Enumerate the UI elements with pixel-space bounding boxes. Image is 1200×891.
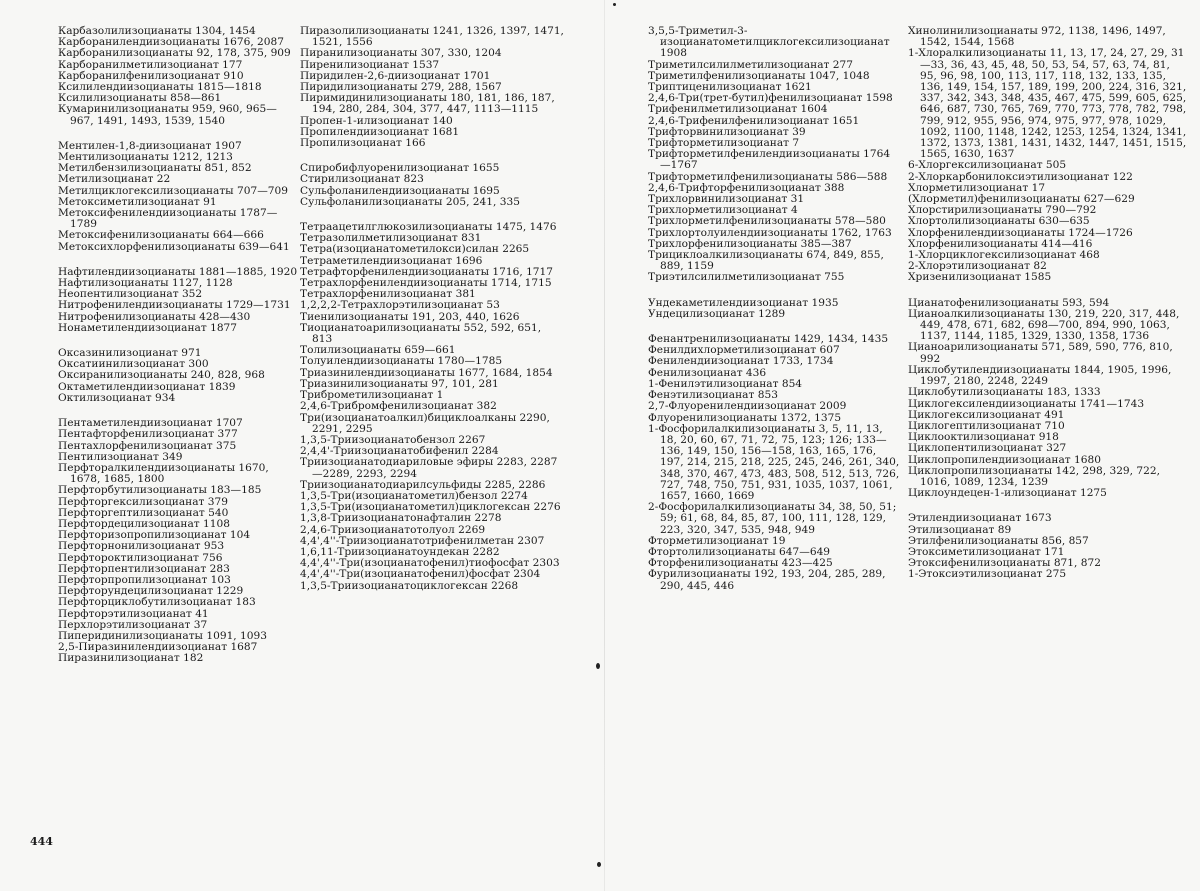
index-entry: Пентилизоцианат 349 — [58, 450, 183, 463]
index-entry: Фенэтилизоцианат 853 — [648, 389, 778, 402]
index-entry: Циклопропилизоцианаты 142, 298, 329, 722, 1016, 1089, 1234, 1239 — [908, 464, 1160, 488]
index-entry: 2,7-Флуоренилендиизоцианат 2009 — [648, 400, 847, 413]
index-entry: Фурилизоцианаты 192, 193, 204, 285, 289, 290, 445, 446 — [648, 568, 886, 592]
index-entry: Триптиценилизоцианат 1621 — [648, 81, 812, 94]
index-entry: Пропилендиизоцианат 1681 — [300, 125, 460, 138]
index-entry: Октилизоцианат 934 — [58, 391, 176, 404]
index-entry: Трифенилметилизоцианат 1604 — [648, 103, 828, 116]
index-entry: Ксилилизоцианаты 858—861 — [58, 92, 222, 105]
index-entry: Пентафторфенилизоцианат 377 — [58, 428, 238, 441]
index-entry: Кумаринилизоцианаты 959, 960, 965—967, 1491, 1493, 1539, 1540 — [58, 103, 277, 127]
index-entry: Метоксифенилизоцианаты 664—666 — [58, 229, 264, 242]
index-entry: Карбазолилизоцианаты 1304, 1454 — [58, 25, 256, 37]
section-gap — [58, 127, 298, 141]
section-gap — [58, 334, 298, 348]
index-entry: 1,3,5-Триизоцианатобензол 2267 — [300, 433, 486, 446]
index-entry: Пиразинилизоцианат 182 — [58, 652, 204, 665]
index-entry: Трифторметилизоцианат 7 — [648, 137, 800, 150]
scan-speck — [596, 663, 600, 669]
index-entry: Хлорфенилендиизоцианаты 1724—1726 — [908, 226, 1133, 239]
index-entry: Циклопентилизоцианат 327 — [908, 442, 1067, 455]
index-entry: Тетраметилендиизоцианат 1696 — [300, 254, 483, 267]
index-entry: Толилизоцианаты 659—661 — [300, 344, 456, 357]
index-entry: 1-Фосфорилалкилизоцианаты 3, 5, 11, 13, 18, 20, 60, 67, 71, 72, 75, 123; 126; 133—136, 149, 150, 156—158, 163, 165, 176, 197, 214, 215, 218, 225, 245, 246, 261, 340, 348, 370, 467, 473, 483, 508, 512, 513, 726, 727, 748, 750, 751, 931, 1035, 1037, 1061, 1657, 1660, 1669 — [648, 422, 900, 502]
index-entry: Циклогексилизоцианат 491 — [908, 408, 1065, 421]
index-entry: Перфторпентилизоцианат 283 — [58, 562, 230, 575]
index-entry: Метилизоцианат 22 — [58, 173, 171, 186]
index-entry: Циклопропилендиизоцианат 1680 — [908, 453, 1101, 466]
index-entry: Октаметилендиизоцианат 1839 — [58, 380, 236, 393]
index-entry: Перфторгептилизоцианат 540 — [58, 506, 229, 519]
index-entry: Перфторэтилизоцианат 41 — [58, 607, 209, 620]
index-entry: Толуилендиизоцианаты 1780—1785 — [300, 355, 503, 368]
index-column-2 — [300, 26, 564, 592]
index-entry: Трихлорвинилизоцианат 31 — [648, 193, 805, 206]
index-entry: Цианоалкилизоцианаты 130, 219, 220, 317, 448, 449, 478, 671, 682, 698—700, 894, 990, 1063, 1137, 1144, 1185, 1329, 1330, 1358, 1736 — [908, 307, 1180, 343]
index-entry: Флуоренилизоцианаты 1372, 1375 — [648, 411, 842, 424]
index-entry: Фторфенилизоцианаты 423—425 — [648, 557, 833, 570]
index-entry: Тетразолилметилизоцианат 831 — [300, 232, 482, 245]
index-entry: Пропен-1-илизоцианат 140 — [300, 114, 453, 127]
index-entry: Этилфенилизоцианаты 856, 857 — [908, 534, 1089, 547]
index-entry: Перфторциклобутилизоцианат 183 — [58, 596, 256, 609]
index-entry: Карборанилендиизоцианаты 1676, 2087 — [58, 36, 285, 49]
index-entry: Нафтилендиизоцианаты 1881—1885, 1920 — [58, 265, 298, 278]
index-entry: Ксилилендиизоцианаты 1815—1818 — [58, 81, 262, 94]
index-entry: 3,5,5-Триметил-3-изоцианатометилциклогексилизоцианат 1908 — [648, 25, 890, 60]
index-entry: Триизоцианатодиариловые эфиры 2283, 2287—2289, 2293, 2294 — [300, 456, 558, 480]
index-entry: 1,3,5-Триизоцианатоциклогексан 2268 — [300, 579, 519, 592]
index-entry: Перфторизопропилизоцианат 104 — [58, 529, 251, 542]
index-entry: Фенилендиизоцианат 1733, 1734 — [648, 355, 834, 368]
index-entry: Триизоцианатодиарилсульфиды 2285, 2286 — [300, 478, 546, 491]
index-entry: Триазинилизоцианаты 97, 101, 281 — [300, 377, 499, 390]
index-entry: Фенантренилизоцианаты 1429, 1434, 1435 — [648, 333, 889, 346]
index-entry: Неопентилизоцианат 352 — [58, 288, 203, 301]
index-entry: Ундецилизоцианат 1289 — [648, 307, 786, 320]
index-entry: Оксазинилизоцианат 971 — [58, 347, 202, 360]
index-entry: Циклобутилендиизоцианаты 1844, 1905, 1996, 1997, 2180, 2248, 2249 — [908, 363, 1172, 388]
page-number: 444 — [30, 835, 53, 848]
index-entry: 2-Хлоркарбонилоксиэтилизоцианат 122 — [908, 170, 1133, 183]
index-entry: Трициклоалкилизоцианаты 674, 849, 855, 889, 1159 — [648, 249, 884, 273]
index-entry: Ундекаметилендиизоцианат 1935 — [648, 296, 839, 309]
index-entry: Метилциклогексилизоцианаты 707—709 — [58, 184, 289, 197]
index-entry: 2,4,6-Триизоцианатотолуол 2269 — [300, 523, 486, 536]
index-entry: Циклогептилизоцианат 710 — [908, 419, 1065, 432]
index-entry: Циклоундецен-1-илизоцианат 1275 — [908, 487, 1107, 500]
index-entry: Карборанилфенилизоцианат 910 — [58, 69, 244, 82]
index-entry: Триброметилизоцианат 1 — [300, 389, 444, 402]
index-entry: Трифторметилфенилизоцианаты 586—588 — [648, 170, 888, 183]
index-entry: Метоксихлорфенилизоцианаты 639—641 — [58, 240, 290, 253]
index-entry: 1-Хлорциклогексилизоцианат 468 — [908, 249, 1100, 262]
index-entry: Ментилен-1,8-диизоцианат 1907 — [58, 139, 242, 152]
index-entry: Циклобутилизоцианаты 183, 1333 — [908, 386, 1101, 399]
index-entry: Оксатиинилизоцианат 300 — [58, 358, 209, 371]
index-entry: 2,4,4'-Триизоцианатобифенил 2284 — [300, 445, 499, 458]
index-entry: Пиренилизоцианат 1537 — [300, 58, 440, 71]
section-gap — [58, 404, 298, 418]
index-entry: 2,4,6-Трифенилфенилизоцианат 1651 — [648, 114, 860, 127]
index-entry: Триэтилсилилметилизоцианат 755 — [648, 271, 845, 284]
index-entry: Тетрахлорфенилендиизоцианаты 1714, 1715 — [300, 277, 552, 290]
index-entry: Стирилизоцианат 823 — [300, 173, 424, 186]
index-entry: 1-Этоксиэтилизоцианат 275 — [908, 568, 1067, 581]
index-entry: Нитрофенилендиизоцианаты 1729—1731 — [58, 299, 291, 312]
index-entry: Фторметилизоцианат 19 — [648, 534, 786, 547]
index-entry: Тетрафторфенилендиизоцианаты 1716, 1717 — [300, 265, 554, 278]
index-entry: Метоксифенилендиизоцианаты 1787—1789 — [58, 207, 278, 231]
index-entry: Пиримидинилизоцианаты 180, 181, 186, 187, 194, 280, 284, 304, 377, 447, 1113—1115 — [300, 92, 555, 116]
index-entry: Цианатофенилизоцианаты 593, 594 — [908, 296, 1110, 309]
index-entry: 2-Хлорэтилизоцианат 82 — [908, 260, 1047, 273]
index-entry: Триметилсилилметилизоцианат 277 — [648, 58, 853, 71]
index-entry: Этоксифенилизоцианаты 871, 872 — [908, 557, 1101, 570]
index-entry: Трихлорметилфенилизоцианаты 578—580 — [648, 215, 886, 228]
index-entry: Триазинилендиизоцианаты 1677, 1684, 1854 — [300, 366, 553, 379]
index-entry: Оксиранилизоцианаты 240, 828, 968 — [58, 369, 265, 382]
section-gap — [300, 208, 564, 222]
index-entry: Триметилфенилизоцианаты 1047, 1048 — [648, 69, 870, 82]
index-entry: 1,2,2,2-Тетрахлорэтилизоцианат 53 — [300, 299, 500, 312]
index-entry: Трифторвинилизоцианат 39 — [648, 125, 806, 138]
index-entry: 1-Хлоралкилизоцианаты 11, 13, 17, 24, 27, 29, 31—33, 36, 43, 45, 48, 50, 53, 54, 57, 63, 74, 81, 95, 96, 98, 100, 113, 117, 118, 132, 133, 135, 136, 149, 154, 157, 189, 199, 200, 224, 316, 321, 337, 342, 343, 348, 435, 467, 475, 599, 605, 625, 646, 687, 730, 765, 769, 770, 773, 778, 782, 798, 799, 912, 955, 956, 974, 975, 977, 978, 1029, 1092, 1100, 1148, 1242, 1253, 1254, 1324, 1341, 1372, 1373, 1381, 1431, 1432, 1447, 1451, 1515, 1565, 1630, 1637 — [908, 47, 1187, 161]
section-gap — [648, 284, 900, 298]
index-entry: Перфторпропилизоцианат 103 — [58, 573, 231, 586]
index-entry: Циклогексилендиизоцианаты 1741—1743 — [908, 397, 1145, 410]
index-entry: Пиразолилизоцианаты 1241, 1326, 1397, 1471, 1521, 1556 — [300, 25, 564, 49]
index-entry: Пиперидинилизоцианаты 1091, 1093 — [58, 629, 268, 642]
index-entry: Цианоарилизоцианаты 571, 589, 590, 776, 810, 992 — [908, 341, 1173, 365]
scan-speck — [613, 3, 616, 6]
index-entry: Перфторгексилизоцианат 379 — [58, 495, 228, 508]
index-entry: Пентаметилендиизоцианат 1707 — [58, 417, 243, 430]
index-entry: Трихлортолуилендиизоцианаты 1762, 1763 — [648, 226, 892, 239]
index-entry: Трихлорфенилизоцианаты 385—387 — [648, 237, 852, 250]
section-gap — [908, 499, 1188, 513]
index-entry: Тетрахлорфенилизоцианат 381 — [300, 288, 476, 301]
index-entry: 1-Фенилэтилизоцианат 854 — [648, 377, 803, 390]
section-gap — [908, 284, 1188, 298]
index-entry: Фенилизоцианат 436 — [648, 366, 767, 379]
index-entry: Пропилизоцианат 166 — [300, 137, 426, 150]
index-entry: 1,6,11-Триизоцианатоундекан 2282 — [300, 545, 500, 558]
index-entry: Нонаметилендиизоцианат 1877 — [58, 321, 238, 334]
index-entry: 2,4,6-Трифторфенилизоцианат 388 — [648, 181, 845, 194]
index-entry: Фенилдихлорметилизоцианат 607 — [648, 344, 840, 357]
index-entry: Трифторметилфенилендиизоцианаты 1764—1767 — [648, 148, 891, 172]
index-entry: Перфторундецилизоцианат 1229 — [58, 585, 244, 598]
index-entry: 2,4,6-Трибромфенилизоцианат 382 — [300, 400, 497, 413]
index-entry: Перфтороктилизоцианат 756 — [58, 551, 223, 564]
index-entry: Сульфоланилизоцианаты 205, 241, 335 — [300, 195, 520, 208]
index-entry: 2,5-Пиразинилендиизоцианат 1687 — [58, 641, 258, 654]
page-fold — [604, 0, 605, 891]
index-entry: 2-Фосфорилалкилизоцианаты 34, 38, 50, 51; 59; 61, 68, 84, 85, 87, 100, 111, 128, 129, 223, 320, 347, 535, 948, 949 — [648, 501, 897, 536]
index-entry: Пентахлорфенилизоцианат 375 — [58, 439, 237, 452]
index-entry: Хлортолилизоцианаты 630—635 — [908, 215, 1090, 228]
index-entry: Три(изоцианатоалкил)бициклоалканы 2290, 2291, 2295 — [300, 411, 550, 435]
index-entry: Перхлорэтилизоцианат 37 — [58, 618, 208, 631]
index-entry: 1,3,5-Три(изоцианатометил)бензол 2274 — [300, 489, 528, 502]
index-column-1 — [58, 26, 298, 665]
index-entry: Трихлорметилизоцианат 4 — [648, 204, 798, 217]
index-entry: 4,4',4''-Три(изоцианатофенил)тиофосфат 2303 — [300, 557, 560, 570]
index-entry: (Хлорметил)фенилизоцианаты 627—629 — [908, 193, 1135, 206]
index-entry: 2,4,6-Три(трет-бутил)фенилизоцианат 1598 — [648, 92, 893, 105]
index-entry: Пиридилизоцианаты 279, 288, 1567 — [300, 81, 502, 94]
index-entry: Этилендиизоцианат 1673 — [908, 512, 1052, 525]
index-entry: Метоксиметилизоцианат 91 — [58, 195, 217, 208]
index-column-3 — [648, 26, 900, 592]
index-entry: 1,3,8-Триизоцианатонафталин 2278 — [300, 512, 502, 525]
index-entry: Тиоцианатоарилизоцианаты 552, 592, 651, 813 — [300, 321, 542, 346]
index-entry: Фтортолилизоцианаты 647—649 — [648, 545, 831, 558]
index-entry: Хлорстирилизоцианаты 790—792 — [908, 204, 1097, 217]
index-entry: Карборанилметилизоцианат 177 — [58, 58, 243, 71]
index-entry: Пиридилен-2,6-диизоцианат 1701 — [300, 69, 491, 82]
scan-speck — [597, 862, 601, 867]
index-entry: Ментилизоцианаты 1212, 1213 — [58, 151, 233, 164]
index-entry: Карборанилизоцианаты 92, 178, 375, 909 — [58, 47, 291, 60]
index-column-4 — [908, 26, 1188, 581]
index-entry: Хлорфенилизоцианаты 414—416 — [908, 237, 1093, 250]
index-entry: Хинолинилизоцианаты 972, 1138, 1496, 1497, 1542, 1544, 1568 — [908, 25, 1166, 49]
index-entry: Перфтордецилизоцианат 1108 — [58, 517, 230, 530]
index-entry: Этилизоцианат 89 — [908, 523, 1012, 536]
index-entry: Нитрофенилизоцианаты 428—430 — [58, 310, 251, 323]
index-entry: Циклооктилизоцианат 918 — [908, 431, 1059, 444]
index-entry: Тиенилизоцианаты 191, 203, 440, 1626 — [300, 310, 520, 323]
index-entry: Сульфоланилендиизоцианаты 1695 — [300, 184, 500, 197]
index-entry: Перфторнонилизоцианат 953 — [58, 540, 225, 553]
index-entry: Хлорметилизоцианат 17 — [908, 181, 1046, 194]
index-entry: Пиранилизоцианаты 307, 330, 1204 — [300, 47, 502, 60]
index-entry: Перфторалкилендиизоцианаты 1670, 1678, 1685, 1800 — [58, 461, 269, 486]
index-entry: Тетра(изоцианатометилокси)силан 2265 — [300, 243, 530, 256]
section-gap — [648, 320, 900, 334]
index-entry: Этоксиметилизоцианат 171 — [908, 545, 1065, 558]
index-entry: Перфторбутилизоцианаты 183—185 — [58, 484, 262, 497]
index-entry: 4,4',4''-Три(изоцианатофенил)фосфат 2304 — [300, 568, 541, 581]
index-entry: Метилбензилизоцианаты 851, 852 — [58, 162, 252, 175]
index-entry: 6-Хлоргексилизоцианат 505 — [908, 159, 1067, 172]
index-entry: 1,3,5-Три(изоцианатометил)циклогексан 2276 — [300, 501, 561, 514]
index-entry: 4,4',4''-Триизоцианатотрифенилметан 2307 — [300, 534, 545, 547]
index-entry: Спиробифлуоренилизоцианат 1655 — [300, 162, 500, 175]
index-entry: Тетраацетилглюкозилизоцианаты 1475, 1476 — [300, 221, 557, 234]
section-gap — [300, 149, 564, 163]
index-entry: Нафтилизоцианаты 1127, 1128 — [58, 277, 233, 290]
index-entry: Хризенилизоцианат 1585 — [908, 271, 1052, 284]
section-gap — [58, 253, 298, 267]
